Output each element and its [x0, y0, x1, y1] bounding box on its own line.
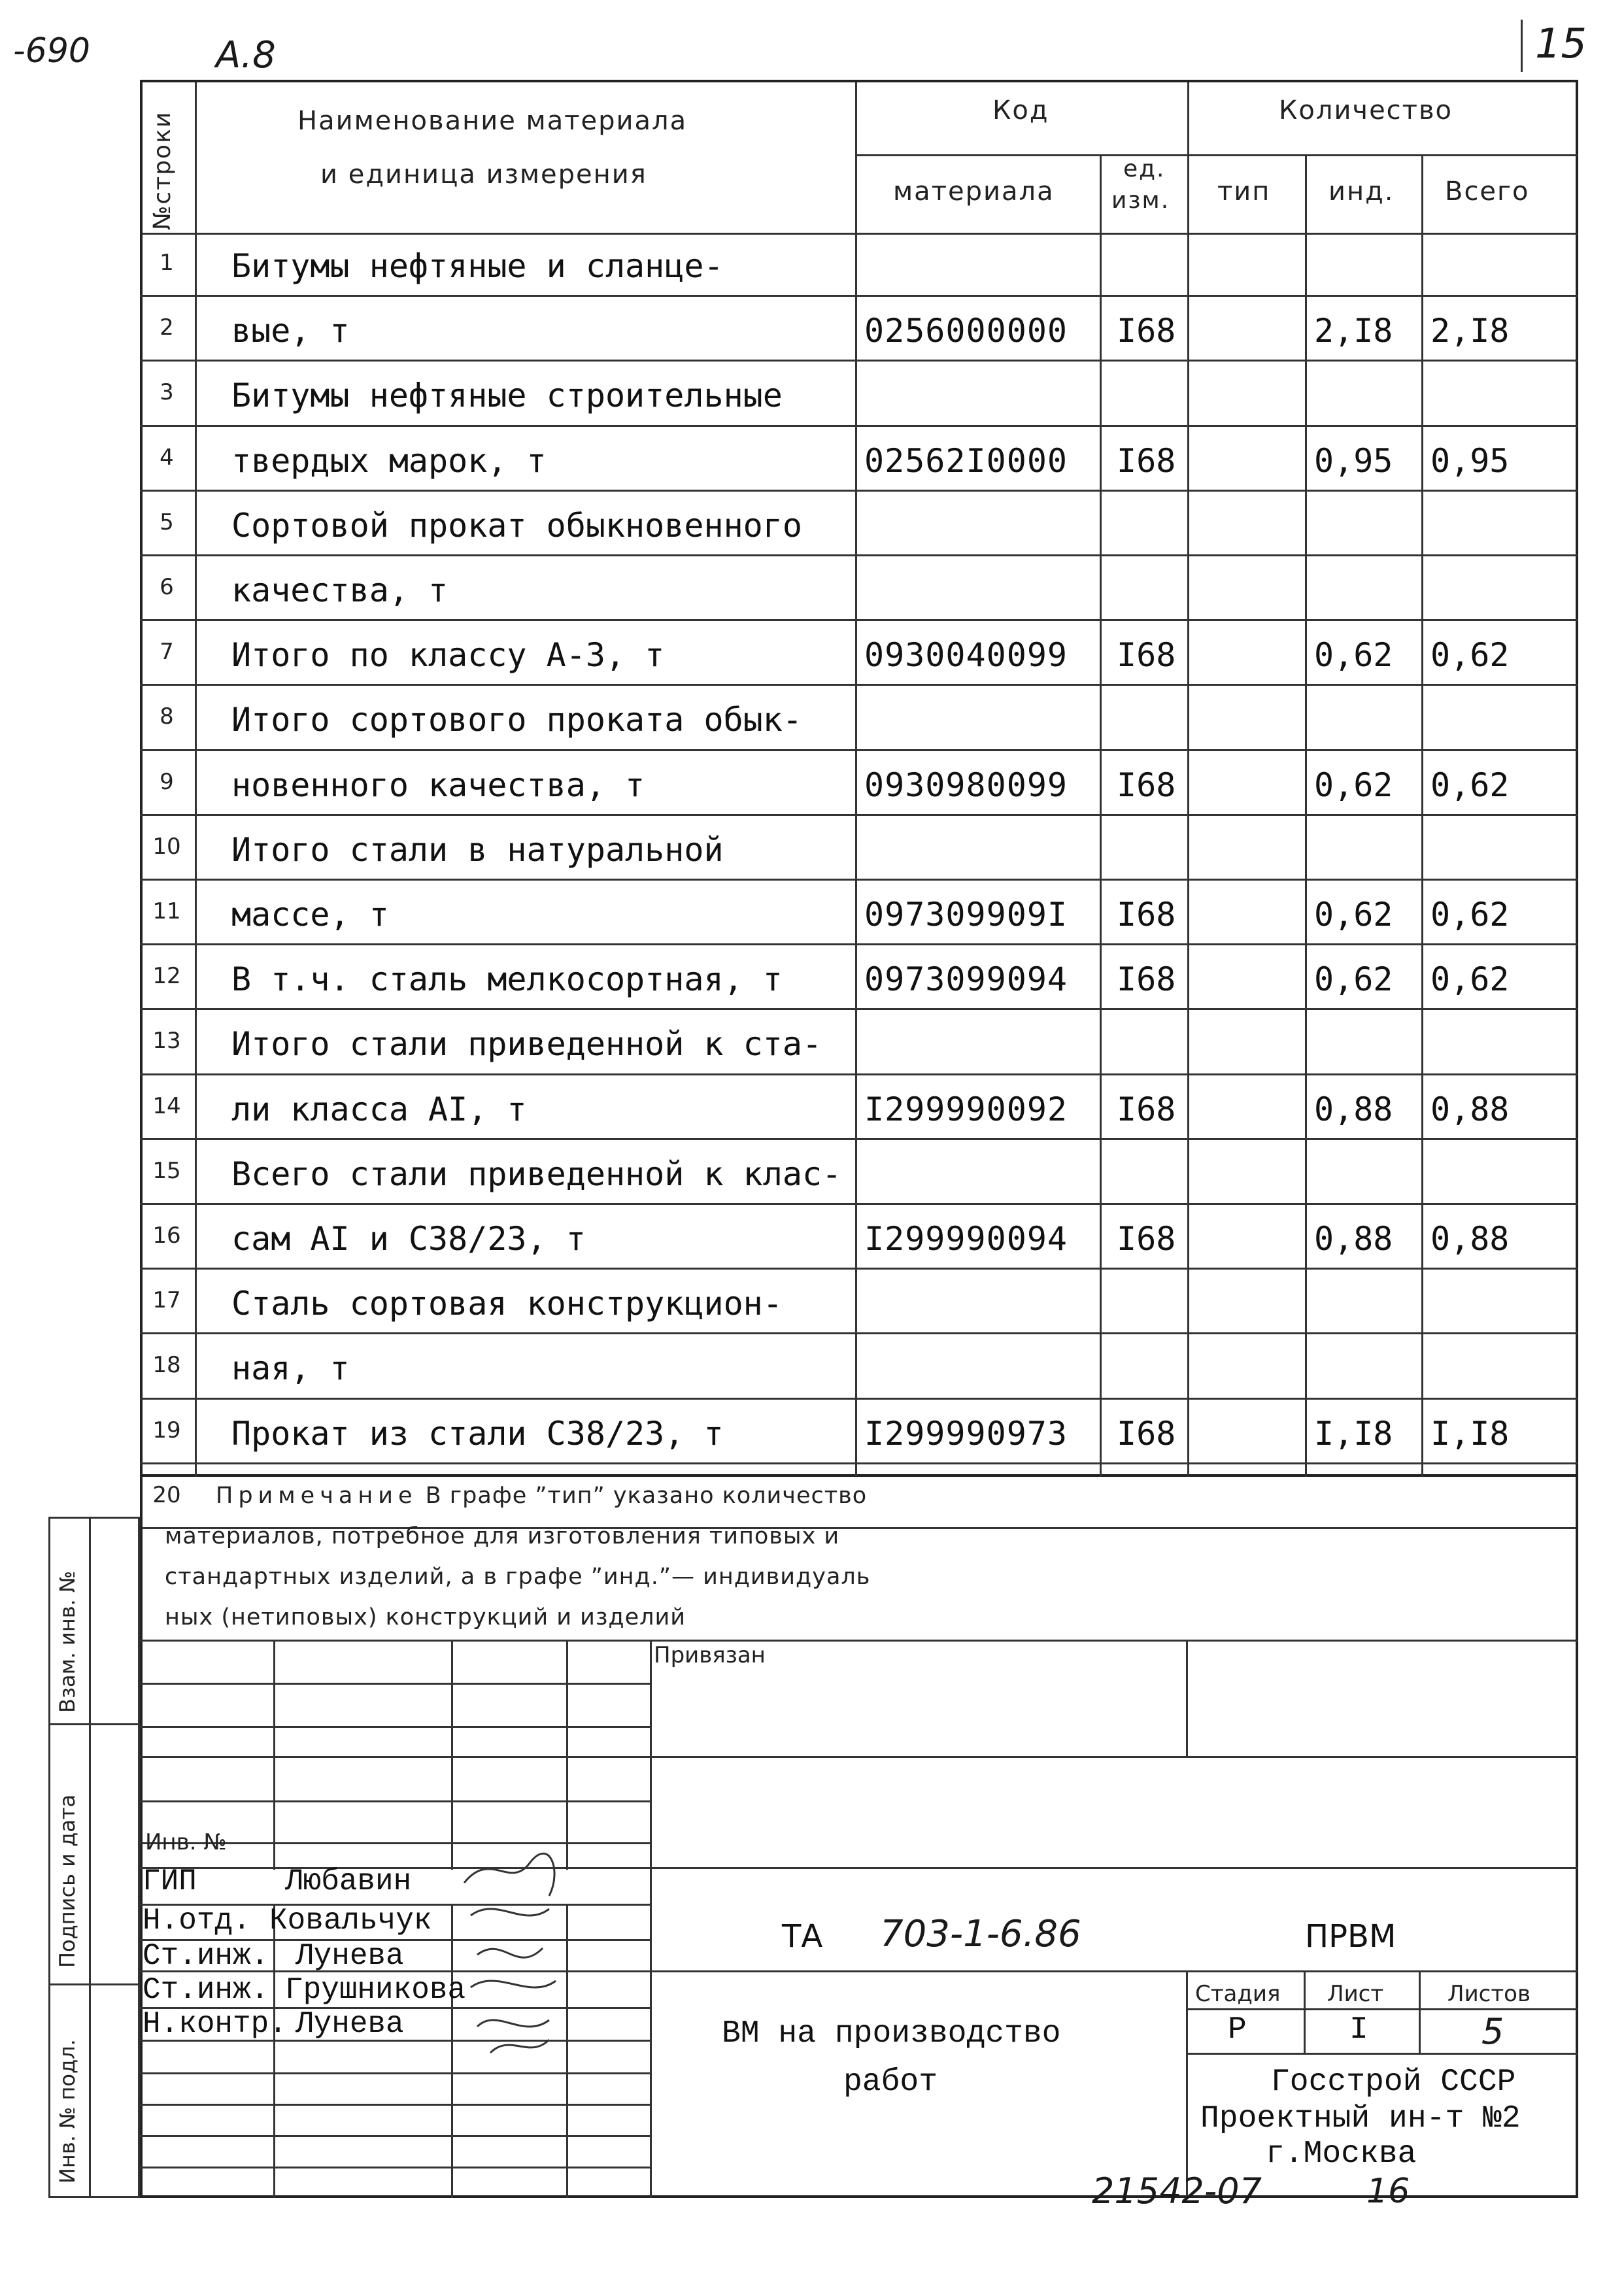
row-number: 19: [152, 1417, 181, 1443]
row-name: вые, т: [231, 312, 350, 350]
row-total: 0,88: [1430, 1220, 1510, 1258]
note-line-2: материалов, потребное для изготовления типовых и: [165, 1523, 840, 1549]
row-unit: I68: [1117, 636, 1176, 674]
row-number: 17: [152, 1287, 181, 1313]
header-name-line2: и единица измерения: [320, 160, 647, 190]
row-unit: I68: [1117, 312, 1176, 350]
row-ind: 0,62: [1314, 766, 1393, 804]
row-divider: [140, 1332, 1578, 1334]
row-number: 15: [152, 1158, 181, 1184]
row-divider: [140, 1268, 1578, 1270]
row-name: В т.ч. сталь мелкосортная, т: [231, 960, 783, 998]
row-ind: 0,62: [1314, 896, 1393, 934]
header-name-line1: Наименование материала: [297, 106, 688, 136]
row-number: 11: [152, 898, 181, 924]
privyazan-label: Привязан: [654, 1642, 766, 1668]
row-name: Итого по классу А-3, т: [231, 636, 665, 674]
signer-name: Грушникова: [285, 1973, 466, 2007]
row-divider: [140, 814, 1578, 816]
row-name: качества, т: [231, 571, 448, 609]
row-code: 0930040099: [864, 636, 1068, 674]
row-code: 0973099094: [864, 960, 1068, 998]
row-divider: [140, 943, 1578, 945]
row-ind: 2,I8: [1314, 312, 1393, 350]
row-code: I299990973: [864, 1415, 1068, 1453]
signer-role: Н.контр.: [143, 2007, 287, 2041]
signer-name: Любавин: [285, 1864, 412, 1898]
row-divider: [140, 360, 1578, 362]
archive-number: 21542-07: [1092, 2170, 1262, 2212]
header-quantity: Количество: [1279, 95, 1453, 126]
org-line-3: г.Москва: [1266, 2136, 1417, 2172]
row-name: Итого стали приведенной к ста-: [231, 1025, 822, 1063]
row-code: 02562I0000: [864, 442, 1068, 480]
row-name: новенного качества, т: [231, 766, 645, 804]
row-number: 16: [152, 1223, 181, 1249]
row-unit: I68: [1117, 1220, 1176, 1258]
side-label-inv-podl: Инв. № подл.: [55, 2039, 80, 2184]
row-ind: 0,62: [1314, 636, 1393, 674]
row-code: I299990094: [864, 1220, 1068, 1258]
row-total: 2,I8: [1430, 312, 1510, 350]
row-total: 0,95: [1430, 442, 1510, 480]
header-code: Код: [992, 95, 1049, 126]
row-number: 12: [152, 963, 181, 989]
row-name: Битумы нефтяные строительные: [231, 377, 783, 414]
note-line-4: ных (нетиповых) конструкций и изделий: [165, 1604, 686, 1630]
title-line-2: работ: [843, 2065, 938, 2100]
org-line-2: Проектный ин-т №2: [1200, 2101, 1521, 2136]
row-divider: [140, 749, 1578, 751]
signer-name: Лунева: [296, 1939, 404, 1973]
signature-scribbles: [451, 1844, 582, 2072]
row-number: 1: [160, 250, 174, 276]
row-divider: [140, 1203, 1578, 1205]
row-name: Сортовой прокат обыкновенного: [231, 507, 802, 545]
row-name: твердых марок, т: [231, 442, 547, 480]
row-divider: [140, 490, 1578, 492]
row-code: I299990092: [864, 1090, 1068, 1128]
row-name: Всего стали приведенной к клас-: [231, 1155, 842, 1193]
row-total: 0,62: [1430, 766, 1510, 804]
row-number: 6: [160, 574, 174, 600]
note-line-1: [216, 1483, 867, 1509]
row-unit: I68: [1117, 1090, 1176, 1128]
row-name: Прокат из стали С38/23, т: [231, 1415, 724, 1453]
sheets-label: Листов: [1447, 1981, 1531, 2007]
row-number: 3: [160, 379, 174, 405]
signer-role: Н.отд.: [143, 1904, 251, 1938]
row-ind: I,I8: [1314, 1415, 1393, 1453]
row-name: Итого сортового проката обык-: [231, 701, 802, 739]
doc-suffix: ПРВМ: [1305, 1918, 1396, 1955]
row-divider: [140, 619, 1578, 621]
sheet-label: Лист: [1327, 1981, 1384, 2007]
signer-name: Лунева: [296, 2007, 404, 2041]
row-code: 0930980099: [864, 766, 1068, 804]
row-ind: 0,62: [1314, 960, 1393, 998]
signer-role: Ст.инж.: [143, 1939, 269, 1973]
row-divider: [140, 1008, 1578, 1010]
row-name: Сталь сортовая конструкцион-: [231, 1285, 783, 1323]
header-qty-type: тип: [1217, 177, 1271, 207]
row-divider: [140, 425, 1578, 427]
row-name: сам АI и С38/23, т: [231, 1220, 586, 1258]
row-total: 0,62: [1430, 896, 1510, 934]
signer-name: Ковальчук: [269, 1904, 432, 1938]
margin-number: -690: [13, 31, 91, 71]
row-name: ли класса АI, т: [231, 1090, 527, 1128]
row-number: 10: [152, 834, 181, 860]
stage-label: Стадия: [1195, 1981, 1281, 2007]
note-line-1-rest: В графе ”тип” указано количество: [425, 1483, 868, 1509]
title-line-1: ВМ на производство: [722, 2016, 1061, 2051]
row-ind: 0,88: [1314, 1090, 1393, 1128]
header-code-unit-1: ед.: [1123, 156, 1166, 182]
row-unit: I68: [1117, 766, 1176, 804]
row-number: 9: [160, 769, 174, 795]
header-row-no: №строки: [149, 110, 176, 230]
sheet-number-divider: [1521, 20, 1523, 72]
row-name: Итого стали в натуральной: [231, 831, 724, 869]
sheet-ref: А.8: [216, 34, 276, 76]
header-code-unit-2: изм.: [1111, 187, 1170, 214]
stage-value: Р: [1228, 2012, 1247, 2048]
row-number: 14: [152, 1093, 181, 1119]
side-label-vzam: Взам. инв. №: [55, 1570, 80, 1713]
row-divider: [140, 295, 1578, 297]
row-divider: [140, 879, 1578, 881]
row-number: 5: [160, 509, 174, 535]
row-unit: I68: [1117, 1415, 1176, 1453]
org-line-1: Госстрой СССР: [1271, 2065, 1516, 2100]
row-number: 2: [160, 314, 174, 341]
row-number: 13: [152, 1028, 181, 1054]
header-code-material: материала: [893, 177, 1055, 207]
row-unit: I68: [1117, 960, 1176, 998]
note-line-3: стандартных изделий, а в графе ”инд.”— индивидуаль: [165, 1564, 871, 1590]
row-name: ная, т: [231, 1349, 350, 1387]
signer-role: Ст.инж.: [143, 1973, 269, 2007]
row-number: 7: [160, 639, 174, 665]
row-divider: [140, 1138, 1578, 1140]
side-label-podpis: Подпись и дата: [55, 1794, 80, 1968]
row-ind: 0,88: [1314, 1220, 1393, 1258]
row-number: 4: [160, 445, 174, 471]
row-number: 20: [152, 1482, 181, 1508]
bottom-page: 16: [1366, 2172, 1410, 2211]
row-ind: 0,95: [1314, 442, 1393, 480]
row-total: 0,62: [1430, 960, 1510, 998]
row-total: 0,88: [1430, 1090, 1510, 1128]
row-divider: [140, 554, 1578, 556]
row-unit: I68: [1117, 442, 1176, 480]
row-name: массе, т: [231, 896, 389, 934]
row-code: 0256000000: [864, 312, 1068, 350]
row-divider: [140, 684, 1578, 686]
row-divider: [140, 1398, 1578, 1400]
row-total: I,I8: [1430, 1415, 1510, 1453]
sheet-number: 15: [1535, 20, 1587, 67]
row-number: 18: [152, 1352, 181, 1378]
header-qty-ind: инд.: [1328, 177, 1395, 207]
row-divider: [140, 1073, 1578, 1075]
doc-code-prefix: ТА: [782, 1918, 823, 1955]
signer-role: ГИП: [143, 1864, 197, 1898]
row-number: 8: [160, 703, 174, 730]
row-total: 0,62: [1430, 636, 1510, 674]
sheets-value: 5: [1481, 2011, 1504, 2052]
inv-no-label: Инв. №: [145, 1829, 227, 1855]
note-head: Примечание: [216, 1483, 418, 1509]
row-unit: I68: [1117, 896, 1176, 934]
header-qty-total: Всего: [1445, 177, 1530, 207]
row-divider: [140, 1462, 1578, 1464]
row-code: 097309909I: [864, 896, 1068, 934]
row-name: Битумы нефтяные и сланце-: [231, 247, 724, 285]
doc-code: 703-1-6.86: [880, 1913, 1081, 1955]
sheet-value: I: [1349, 2012, 1368, 2048]
